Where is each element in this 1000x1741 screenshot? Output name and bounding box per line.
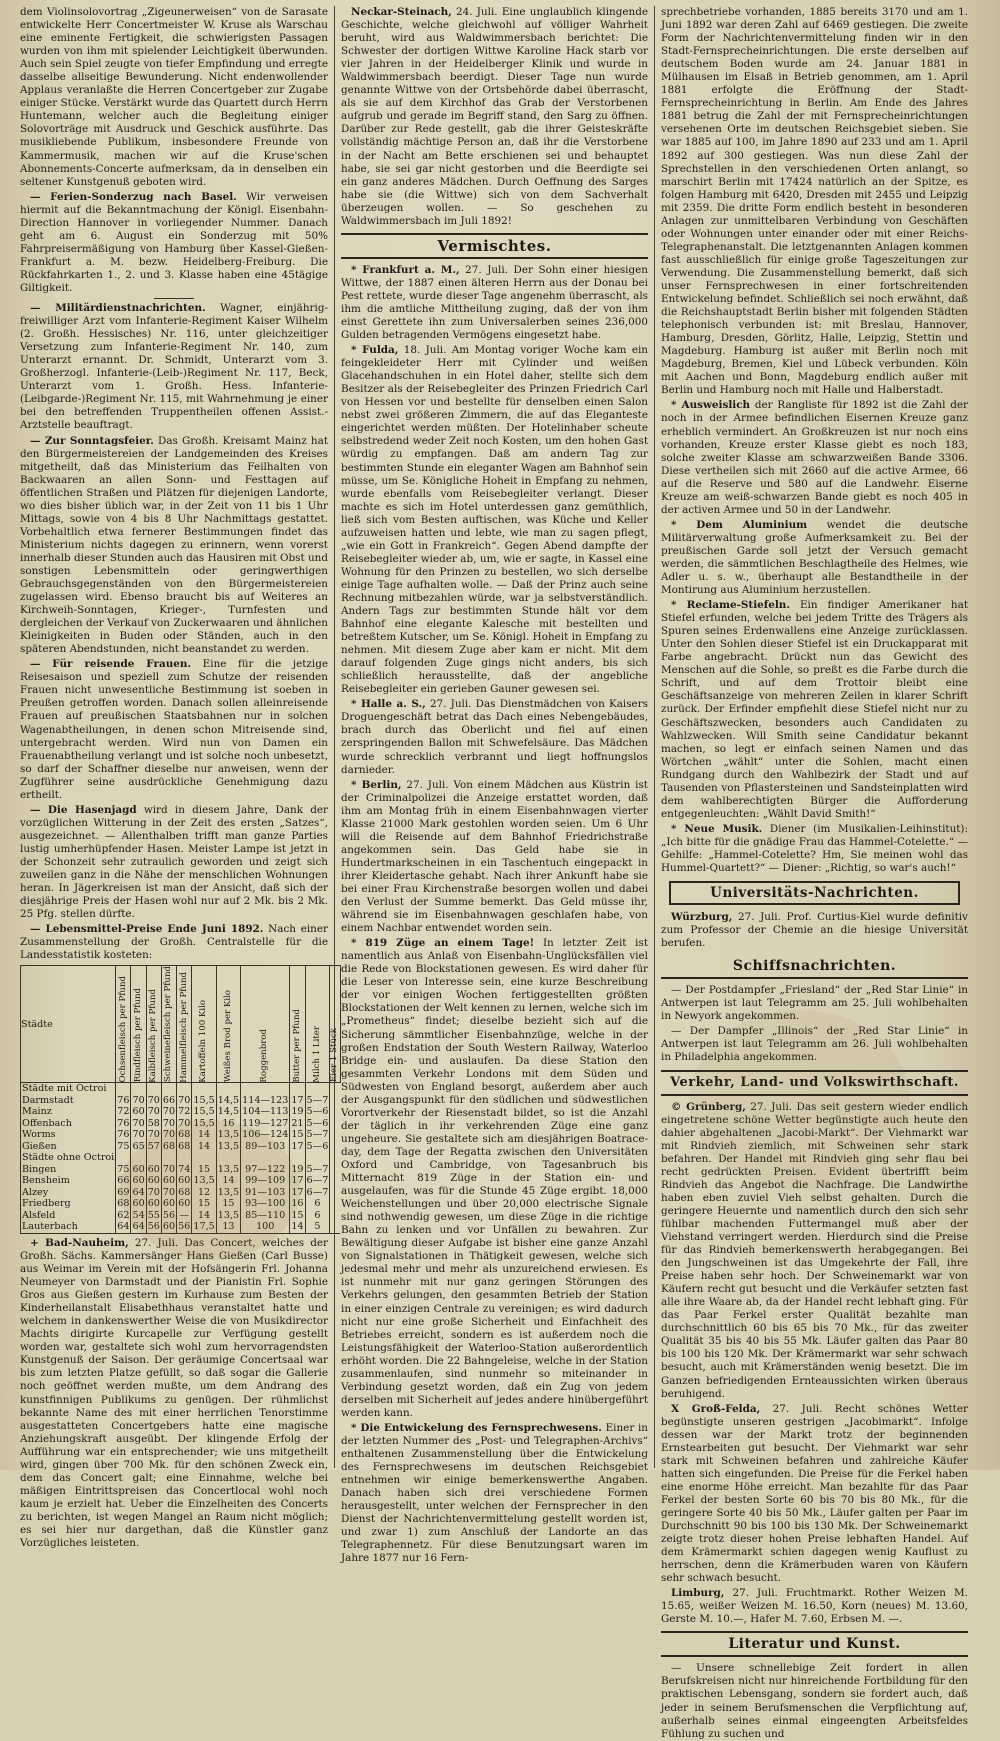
price-table-cell: 106—124 [242, 1129, 289, 1141]
price-table-cell: 72 [117, 1106, 130, 1118]
table-row [21, 1106, 341, 1118]
price-table-empty-cell [241, 1152, 290, 1164]
price-table-cell: 91—103 [241, 1187, 290, 1199]
price-table-empty-cell [161, 1152, 176, 1164]
table-row [21, 1210, 341, 1222]
price-table-cell: 14 [291, 1221, 304, 1233]
column-middle [334, 6, 654, 1565]
price-table-empty-cell [131, 1152, 146, 1164]
article-aluminium: * Dem Aluminium wendet die deutsche Militärverwaltung große Aufmerksamkeit zu. Bei der preußischen Garde soll jetzt der Versuch gemacht werden, die sämmtlichen Beschlagtheile des Helmes, wie Adler u. s. w., überhaupt alle Bestandtheile in der Montirung aus Aluminium herzustellen. [661, 518, 968, 597]
section-heading-verkehr: Verkehr, Land- und Volkswirthschaft. [661, 1070, 968, 1096]
price-table-cell: 89—103 [241, 1141, 290, 1153]
article-bad-nauheim: + Bad-Nauheim, 27. Juli. Das Concert, welches der Großh. Sächs. Kammersänger Hans Gießen (Carl Busse) aus Weimar im Verein mit der Hofsängerin Frl. Johanna Neumeyer von Darmstadt und der Pianistin Frl. Sophie Gros aus Gießen gestern im Kurhause zum Besten der Kinderheilanstalt Elisabethhaus veranstaltet hatte und welchem in dankenswerther Weise die von Musikdirector Machts dirigirte Kurcapelle zur Verfügung gestellt worden war, gestaltete sich wohl zum hervorragendsten Kunstgenuß der Saison. Der geräumige Concertsaal war bis zum letzten Platze gefüllt, so daß sogar die Gallerie noch geöffnet werden mußte, um dem Andrang des kunstfinnigen Publikums zu genügen. Der rühmlichst bekannte Name des mit einer herrlichen Tenorstimme ausgestatteten Concertgebers hatte eine magische Anziehungskraft ausgeübt. Der klingende Erfolg der Aufführung war ein entsprechender; wie uns mitgetheilt wird, gingen über 700 Mk. für den schönen Zweck ein, dem das Concert galt; eine Einnahme, welche bei mäßigen Eintrittspreisen das Concertlocal wohl noch kaum je erzielt hat. Ueber die Einzelheiten des Concerts zu berichten, ist wegen Mangel an Raum nicht möglich; es sei hier nur dargethan, daß die Künstler ganz Vorzügliches leisteten. [20, 1236, 328, 1550]
price-table-cell: 14,5 [217, 1106, 240, 1118]
price-table-cell: 5—7 [306, 1163, 329, 1175]
article-literatur: — Unsere schnellebige Zeit fordert in allen Berufskreisen nicht nur hinreichende Fortbildung für den praktischen Lebensgang, sondern sie fordert auch, daß jeder in seinem Berufsmenschen die Verpflichtung auf, außerhalb seines einmal eingeengten Arbeitsfeldes Fühlung zu suchen und [661, 1662, 968, 1740]
price-table-city: Bingen [21, 1164, 116, 1176]
article-eiserne-kreuze: * Ausweislich der Rangliste für 1892 ist die Zahl der noch in der Armee befindlichen Eisernen Kreuze ganz erheblich vermindert. An Großkreuzen ist nur noch eins vorhanden, Kreuze erster Klasse giebt es noch 183, solche zweiter Klasse am schwarzweißen Bande 3306. Diese vertheilen sich mit 2660 auf die active Armee, 66 auf die Reserve und 580 auf die Landwehr. Eiserne Kreuze am weiß-schwarzen Bande giebt es noch 405 in der activen Armee und 50 in der Landwehr. [661, 399, 968, 516]
price-table-cell: 100 [241, 1221, 290, 1233]
price-table-cell: 68 [178, 1186, 191, 1198]
table-row [21, 1164, 341, 1176]
price-table-cell: 21 [291, 1117, 304, 1129]
price-table-cell: 64 [132, 1186, 145, 1198]
price-table-cell: 14 [216, 1175, 240, 1187]
article-fulda: * Fulda, 18. Juli. Am Montag voriger Woche kam ein feingekleideter Herr mit Cylinder und weißen Glacehandschuhen in ein Hotel daher, stellte sich dem Besitzer als der Reisebegleiter des Prinzen Friedrich Carl von Hessen vor und bestellte für denselben einen Salon nebst zwei größeren Zimmern, die auf das Eleganteste eingerichtet werden müßten. Der Hotelinhaber scheute selbstredend weder Zeit noch Kosten, um den hohen Gast würdig zu empfangen. Daß am andern Tag zur bestimmten Stunde ein eleganter Wagen am Bahnhof sein müsse, um Se. Königliche Hoheit in Empfang zu nehmen, wurde ebenfalls vom Reisebegleiter verlangt. Dieser machte es sich im Hotel unterdessen ganz gemüthlich, ließ sich vom Besten auftischen, was Küche und Keller aufzuweisen hatten und lebte, wie man zu sagen pflegt, „wie ein Gott in Frankreich“. Gegen Abend dampfte der Reisebegleiter wieder ab, um, wie er sagte, in Kassel eine Wohnung für den Prinzen zu bestellen, wo sich derselbe einige Tage aufhalten wolle. — Daß der Prinz auch seine Rechnung mitbezahlen würde, war ja selbstverständlich. Andern Tags zur bestimmten Stunde hält vor dem Bahnhof eine elegante Kalesche mit bestellten und betreßtem Kutscher, um Se. Königl. Hoheit in Empfang zu nehmen. Mit diesem Zuge aber kam er nicht. Mit dem darauf folgenden Zuge gings nicht anders, bis sich schließlich herausstellte, daß der angebliche Reisebegleiter ein gerieben Gauner gewesen sei. [341, 344, 648, 696]
price-table-cell: 60 [178, 1175, 191, 1187]
article-gross-felda: X Groß-Felda, 27. Juli. Recht schönes Wetter begünstigte unseren gestrigen „Jacobimarkt“. Infolge dessen war der Markt trotz der beginnenden Ernstearbeiten gut besucht. Der Viehmarkt war sehr stark mit Schweinen befahren und zahlreiche Käufer hatten sich eingefunden. Die Preise für die Ferkel haben eine enorme Höhe erreicht. Man bezahlte für das Paar Ferkel der besten Sorte 60 bis 70 bis 80 Mk., für die geringere Sorte 40 bis 50 Mk., Läufer galten per Paar im Durchschnitt 90 bis 100 bis 130 Mk. Der Schweinemarkt zeigte trotz dieser hohen Preise lebhaften Handel. Auf dem Krämermarkt schien dagegen wenig Kauflust zu herrschen, denn die Krämerbuden waren von Käufern sehr schwach besucht. [661, 1402, 968, 1585]
price-table-cell: 15,5 [193, 1094, 215, 1106]
price-table-cell: 70 [147, 1186, 160, 1198]
price-table-cell: 75 [117, 1140, 130, 1152]
price-table-cell: 58 [147, 1117, 160, 1129]
price-table-cell: 6—7 [306, 1175, 329, 1187]
price-table-cell: 68 [178, 1129, 191, 1141]
price-table-cell: 74 [178, 1163, 191, 1175]
price-table-cell: 64 [132, 1221, 145, 1233]
price-table-header [161, 966, 176, 1083]
price-table-empty-cell [116, 1083, 131, 1095]
article-fernsprechwesen: * Die Entwickelung des Fernsprechwesens. Einer in der letzten Nummer des „Post- und Telegraphen-Archivs“ enthaltenen Zusammenstellung über die Entwickelung des Fernsprechwesens im deutschen Reichsgebiet entnehmen wir einige bemerkenswerthe Angaben. Danach haben sich drei verschiedene Formen herausgestellt, unter welchen der Fernsprecher in den Dienst der Nachrichtenvermittelung gestellt worden ist, und zwar 1) zum Anschluß der Landorte an das Telegraphennetz. Für diese Benutzungsart waren im Jahre 1877 nur 16 Fern- [341, 1421, 648, 1565]
price-table-header [192, 966, 216, 1083]
article-fernsprechwesen-continued: sprechbetriebe vorhanden, 1885 bereits 3170 und am 1. Juni 1892 war deren Zahl auf 6469 gestiegen. Die zweite Form der Nachrichtenvermittelung finden wir in den Stadt-Fernsprecheinrichtungen. Die erste derselben auf deutschem Boden wurde am 24. Januar 1881 in Mülhausen im Elsaß in Betrieb genommen, am 1. April 1881 erfolgte die Eröffnung der Stadt-Fernsprecheinrichtung in Berlin. Am Ende des Jahres 1881 betrug die Zahl der mit Fernsprecheinrichtungen versehenen Orte im deutschen Reichsgebiet sieben. Sie war 1885 auf 100, im Jahre 1890 auf 233 und am 1. April 1892 auf 300 gestiegen. Was nun diese Zahl der Sprechstellen in den verschiedenen Orten anlangt, so marschirt Berlin mit 17424 natürlich an der Spitze, es folgen Hamburg mit 6420, Dresden mit 2455 und Leipzig mit 2359. Die dritte Form endlich besteht in besonderen Anlagen zur unmittelbaren Verbindung von Geschäften oder Wohnungen unter einander oder mit einer Reichs-Telegraphenanstalt. Die letztgenannten Anlagen kommen fast ausschließlich für einige große Tageszeitungen zur Verwendung. Die Zusammenstellung bemerkt, daß sich unser Fernsprechwesen in einer fortschreitenden Entwickelung befindet. Schließlich sei noch erwähnt, daß die Reichshauptstadt Berlin bisher mit folgenden Städten telephonisch verbunden ist: mit Breslau, Hannover, Hamburg, Dresden, Görlitz, Halle, Leipzig, Stettin und Magdeburg. Hamburg ist außer mit Berlin noch mit Magdeburg, Bremen, Kiel und Lübeck verbunden. Köln mit Aachen und Bonn, Magdeburg endlich außer mit Berlin und Hamburg noch mit Halle und Halberstadt. [661, 6, 968, 397]
price-table-cell: 119—127 [242, 1117, 289, 1129]
price-table-header-label: Hammelfleisch per Pfund [178, 971, 189, 1083]
table-row [21, 1198, 341, 1210]
price-table-cell: 16 [216, 1118, 240, 1130]
price-table-cell: 14,5 [217, 1094, 240, 1106]
price-table-cell: 14 [192, 1141, 216, 1153]
price-table-cell: 13,5 [217, 1163, 240, 1175]
price-table-cell: 64 [117, 1221, 130, 1233]
price-table-cell: 14 [192, 1210, 216, 1222]
table-row [21, 1221, 341, 1233]
price-table-cell: 19 [291, 1106, 304, 1118]
article-lebensmittel-preise: — Lebensmittel-Preise Ende Juni 1892. Nach einer Zusammenstellung der Großh. Centralstelle für die Landesstatistik kosteten: [20, 923, 328, 962]
price-table-cell: 70 [178, 1117, 191, 1129]
price-table-empty-cell [216, 1083, 240, 1095]
article-militaerdienst: — Militärdienstnachrichten. Wagner, einjährig-freiwilliger Arzt vom Infanterie-Regiment Kaiser Wilhelm (2. Großh. Hessisches) Nr. 116, unter gleichzeitiger Versetzung zum Infanterie-Regiment Nr. 140, zum Unterarzt ernannt. Dr. Schmidt, Unterarzt vom 3. Großherzogl. Infanterie-(Leib-)Regiment Nr. 117, Beck, Unterarzt vom 1. Großh. Hess. Infanterie-(Leibgarde-)Regiment Nr. 115, mit Wahrnehmung je einer bei den betreffenden Truppentheilen offenen Assist.-Arztstelle beauftragt. [20, 302, 328, 432]
price-table-cell: 76 [117, 1117, 130, 1129]
price-table-cell: 72 [178, 1106, 191, 1118]
price-table-cell: 70 [132, 1129, 145, 1141]
article-gruenberg: © Grünberg, 27. Juli. Das seit gestern wieder endlich eingetretene schöne Wetter begünstigte auch heute den dahier abgehaltenen „Jacobi-Markt“. Der Viehmarkt war mit Rindvieh ziemlich, mit Schweinen sehr stark befahren. Der Handel mit Rindvieh ging sehr flau bei recht gedrückten Preisen. Evident übertrifft beim Rindvieh das Angebot die Nachfrage. Die Landwirthe haben eben zuviel Vieh selbst gehalten. Durch die geringere Heuernte und namentlich durch den sich sehr fühlbar machenden Futtermangel muß aber der Viehstand verringert werden. Hierdurch sind die Preise für das Rindvieh bemerkenswerth herabgegangen. Bei den Jungschweinen ist das Umgekehrte der Fall, ihre Preise haben sehr hoch. Der Schweinemarkt war von Käufern recht gut besucht und die Verkäufer setzten fast alle ihre Waare ab, da der Handel recht lebhaft ging. Für das Paar Ferkel erster Qualität bezahlte man durchschnittlich 60 bis 65 bis 70 Mk., für das zweiter Qualität 35 bis 40 bis 55 Mk. Läufer galten das Paar 80 bis 100 bis 120 Mk. Der Krämermarkt war sehr schwach besucht, auch mit Krämerständen wenig besetzt. Die im Ganzen befriedigenden Ernteaussichten wirken überaus beruhigend. [661, 1100, 969, 1400]
price-table-cell: 5—6 [306, 1140, 329, 1152]
price-table-cell: 60 [178, 1198, 191, 1210]
price-table-empty-cell [116, 1152, 131, 1164]
price-table-cell: 70 [147, 1094, 160, 1106]
price-table-header-label: Milch 1 Liter [311, 1025, 322, 1083]
price-table-cell: 76 [117, 1094, 130, 1106]
price-table-cell: 14 [192, 1129, 216, 1141]
price-table-empty-cell [305, 1083, 330, 1095]
price-table-cell: 70 [147, 1106, 160, 1118]
price-table-cell: 70 [147, 1129, 160, 1141]
price-table-cell: 70 [162, 1117, 176, 1129]
section-heading-universitaet: Universitäts-Nachrichten. [669, 881, 960, 905]
price-table-city: Alsfeld [21, 1210, 116, 1222]
price-table-cell: 56 [147, 1221, 160, 1233]
price-table-cell: 15 [291, 1209, 304, 1221]
price-table-cell: 5—6 [306, 1117, 329, 1129]
price-table-empty-cell [161, 1083, 176, 1095]
concert-review-continued: dem Violinsolovortrag „Zigeunerweisen“ von de Sarasate entwickelte Herr Concertmeister W. Kruse als Warschau eine eminente Fertigkeit, die schwierigsten Passagen wurden von ihm mit spielender Leichtigkeit überwunden. Auch sein Spiel zeugte von tiefer Empfindung und erregte dasselbe allseitige Bewunderung. Nicht endenwollender Applaus veranlaßte die Herren Concertgeber zur Zugabe einiger Stücke. Verstärkt wurde das Quartett durch Herrn Huntemann, welcher auch die Begleitung einiger Solovorträge mit Ausdruck und Geschick ausführte. Das musikliebende Publikum, insbesondere Freunde von Kammermusik, machen wir auf die Kruse'schen Abonnements-Concerte aufmerksam, da in denselben ein seltener Kunstgenuß geboten wird. [20, 6, 328, 188]
price-table-cell: 15 [192, 1164, 216, 1176]
price-table-cell: 70 [132, 1117, 145, 1129]
price-table-cell: 17 [291, 1186, 304, 1198]
price-table-city: Offenbach [21, 1118, 116, 1130]
table-row [21, 1095, 341, 1107]
price-table-cell: 70 [178, 1094, 191, 1106]
price-table-cell: 56 [162, 1209, 176, 1221]
article-berlin: * Berlin, 27. Juli. Von einem Mädchen aus Küstrin ist der Criminalpolizei die Anzeige erstattet worden, daß ihm am Montag früh in einem Eisenbahnwagen vierter Klasse 21000 Mark gestohlen worden seien. Um 6 Uhr will die Reisende auf dem Bahnhof Friedrichstraße angekommen sein. Das Geld habe sie in Hundertmarkscheinen in ein Taschentuch eingepackt in ihrer Kleidertasche gehabt. Nach ihrer Ankunft habe sie bei einer Frau Kirchenstraße besorgen wollen und dabei den Verlust der Summe bemerkt. Das Geld müsse ihr, während sie im Eisenbahnwagen geschlafen habe, von einem Nachbar entwendet worden sein. [341, 778, 648, 935]
price-table-header [305, 966, 330, 1083]
price-table-cell: 17 [291, 1140, 304, 1152]
price-table-header [146, 966, 161, 1083]
table-row [21, 1118, 341, 1130]
article-reclame-stiefeln: * Reclame-Stiefeln. Ein findiger Amerikaner hat Stiefel erfunden, welche bei jedem Tritte des Trägers als Spuren seines Erdenwallens eine Anzeige zurücklassen. Unter den Sohlen dieser Stiefel ist ein Druckapparat mit Farbe angebracht. Drückt nun das Gewicht des Menschen auf die Sohle, so preßt es die Farbe durch die Schrift, und auf dem Trottoir bleibt eine Geschäftsanzeige von mehreren Zeilen in klarer Schrift zurück. Der Erfinder empfiehlt diese Stiefel nicht nur zu Geschäftszwecken, besonders auch Candidaten zu Wahlzwecken. Will Smith seine Candidatur bekannt machen, so legt er einfach seinen Namen und das Wörtchen „wählt“ unter die Sohlen, macht einen Rundgang durch den Wahlbezirk der Stadt und auf Tausenden von Pflastersteinen und Sandsteinplatten wird dem wahlberechtigten Bürger die Aufforderung entgegenleuchten: „Wählt David Smith!“ [661, 599, 968, 820]
price-table-header [216, 966, 240, 1083]
price-table-cell: 54 [132, 1209, 145, 1221]
article-hasenjagd: — Die Hasenjagd wird in diesem Jahre, Dank der vorzüglichen Witterung in der Zeit des ersten „Satzes“, ausgezeichnet. — Allenthalben trifft man ganze Parties lustig umherhüpfender Hasen. Meister Lampe ist jetzt in der Schonzeit sehr zutraulich geworden und zeigt sich zuweilen ganz in die Nähe der menschlichen Wohnungen heran. In Jägerkreisen ist man der Ansicht, daß sich der diesjährige Preis der Hasen wohl nur auf 2 Mk. bis 2 Mk. 25 Pfg. stellen dürfte. [20, 803, 328, 921]
price-table-cell: 68 [117, 1198, 130, 1210]
price-table-cell: 13,5 [193, 1175, 215, 1187]
price-table-cell: — [177, 1210, 192, 1222]
price-table-cell: 60 [147, 1198, 160, 1210]
price-table-header-label: Eier 1 Stück [329, 1028, 340, 1083]
price-table-cell: 65 [132, 1140, 145, 1152]
price-table-cell: 68 [178, 1140, 191, 1152]
price-table-empty-cell [146, 1152, 161, 1164]
price-table-city: Darmstadt [21, 1095, 116, 1107]
price-table-cell: 17,5 [193, 1221, 215, 1233]
price-table-empty-cell [192, 1083, 216, 1095]
price-table-cell: 60 [162, 1221, 176, 1233]
price-table-cell: 70 [162, 1186, 176, 1198]
price-table-empty-cell [131, 1083, 146, 1095]
price-table-cell: 57 [147, 1140, 160, 1152]
price-table-city: Alzey [21, 1187, 116, 1199]
price-table-cell: 13,5 [217, 1140, 240, 1152]
section-heading-vermischtes: Vermischtes. [341, 233, 648, 259]
article-wuerzburg: Würzburg, 27. Juli. Prof. Curtius-Kiel wurde definitiv zum Professor der Chemie an die hiesige Universität berufen. [661, 911, 968, 950]
price-table-header-label: Rindfleisch per Pfund [132, 988, 143, 1083]
price-table-cell: 60 [162, 1175, 176, 1187]
price-table-cell: 19 [291, 1163, 304, 1175]
price-table-empty-cell [290, 1152, 305, 1164]
section-heading-literatur: Literatur und Kunst. [661, 1631, 968, 1657]
price-table-empty-cell [192, 1152, 216, 1164]
price-table-cell: 60 [147, 1163, 160, 1175]
price-table-cell: 60 [132, 1106, 145, 1118]
price-table-empty-cell [216, 1152, 240, 1164]
price-table-cell: 5 [305, 1221, 330, 1233]
price-table-city: Lauterbach [21, 1221, 116, 1233]
price-table-cell: 15 [216, 1198, 240, 1210]
price-table-cell: 6 [305, 1210, 330, 1222]
price-table-cell: 15 [291, 1129, 304, 1141]
price-table-header [177, 966, 192, 1083]
price-table-cell: 15,5 [193, 1106, 215, 1118]
price-table-cell: 13 [216, 1221, 240, 1233]
price-table-cell: 85—110 [241, 1210, 290, 1222]
price-table-header-label: Schweinefleisch per Pfund [163, 966, 174, 1083]
article-illinois: — Der Dampfer „Illinois“ der „Red Star Linie“ in Antwerpen ist laut Telegramm am 26. Juli wohlbehalten in Philadelphia angekommen. [661, 1025, 968, 1064]
price-table-cell: 12 [192, 1187, 216, 1199]
price-table-city: Worms [21, 1129, 116, 1141]
price-table [20, 965, 341, 1234]
price-table-header [116, 966, 131, 1083]
price-table-cell: 5—7 [306, 1094, 329, 1106]
price-table-city: Bensheim [21, 1175, 116, 1187]
table-row [21, 1175, 341, 1187]
table-row [21, 1141, 341, 1153]
price-table-cell: 15 [192, 1198, 216, 1210]
price-table-cell: 13,5 [217, 1186, 240, 1198]
article-819-zuege: * 819 Züge an einem Tage! In letzter Zeit ist namentlich aus Anlaß von Eisenbahn-Unglücksfällen viel die Rede von Blockstationen gewesen. Es wird daher für die Leser von Interesse sein, eine kurze Beschreibung der vor einigen Wochen fertiggestellten größten Blockstationen der Welt kennen zu lernen, welche sich im „Prometheus“ findet; dieselbe bezieht sich auf die Sicherung sämmtlicher Eisenbahnzüge, welche in der großen Endstation der South Western Railway, Waterloo Bridge ein- und auslaufen. Da diese Station den gesammten Verkehr Londons mit dem Süden und Südwesten von England besorgt, außerdem aber auch der Ausgangspunkt für den südlichen und südwestlichen Vorortverkehr der Riesenstadt bildet, so ist die Anzahl der täglich in ihr verkehrenden Züge eine ganz ungeheure. Sie gestaltete sich am diesjährigen Boatrace-day, dem Tage der Regatta zwischen den Universitäten Oxford und Cambridge, von Tagesanbruch bis Mitternacht 819 Züge in der Station ein- und ausgelaufen, was für die Stunde 45 Züge ergibt. 18,000 Weichenstellungen und über 20,000 electrische Signale sind nothwendig gewesen, um diese Züge in die richtige Bahn zu lenken und vor Unfällen zu bewahren. Zur Bewältigung dieser Aufgabe ist bisher eine ganze Anzahl von Signalstationen in Thätigkeit gewesen, welche sich jedesmal mehr und mehr als unzureichend erwiesen. Es ist nunmehr mit nur ganz geringen Störungen des Verkehrs gelungen, den gesammten Betrieb der Station in einer einzigen Centrale zu vereinigen; es wird dadurch nicht nur eine große Sicherheit und Einfachheit des Betriebes erreicht, sondern es ist außerdem noch die Leistungsfähigkeit der Waterloo-Station außerordentlich erhöht worden. Die 22 Bahngeleise, welche in der Station zusammenlaufen, sind nunmehr so miteinander in Verbindung gesetzt worden, daß ein Zug von jedem derselben mit Sicherheit auf jedes andere hinübergeführt werden kann. [341, 937, 648, 1419]
price-table-group-label: Städte mit Octroi [21, 1083, 116, 1095]
price-table-cell: 70 [162, 1106, 176, 1118]
article-frankfurt: * Frankfurt a. M., 27. Juli. Der Sohn einer hiesigen Wittwe, der 1887 einen älteren Herrn aus der Donau bei Pest rettete, wurde dieser Tage angenehm überrascht, als ihm die amtliche Mittheilung zuging, daß der von ihm einst Gerettete ihn zum Universalerben seines 236,000 Gulden betragenden Vermögens eingesetzt habe. [341, 263, 648, 342]
price-table-cell: 104—113 [242, 1106, 289, 1118]
price-table-empty-cell [290, 1083, 305, 1095]
price-table-header-label: Weißes Brod per Kilo [222, 990, 233, 1083]
price-table-cell: 93—100 [241, 1198, 290, 1210]
price-table-cell: 6—7 [306, 1186, 329, 1198]
price-table-cell: 66 [117, 1175, 130, 1187]
table-row [21, 1129, 341, 1141]
price-table-cell: 13,5 [217, 1129, 240, 1141]
article-ferien-sonderzug: — Ferien-Sonderzug nach Basel. Wir verweisen hiermit auf die Bekanntmachung der Königl. Eisenbahn-Direction Hannover in vorliegender Nummer. Danach geht am 6. August ein Sonderzug mit 50% Fahrpreisermäßigung von Hamburg über Kassel-Gießen-Frankfurt a. M. bezw. Heidelberg-Freiburg. Die Rückfahrkarten 1., 2. und 3. Klasse haben eine 45tägige Giltigkeit. [20, 190, 328, 294]
price-table-city: Mainz [21, 1106, 116, 1118]
article-halle: * Halle a. S., 27. Juli. Das Dienstmädchen von Kaisers Droguengeschäft betrat das Dach eines Nebengebäudes, brach durch das Oberlicht und fiel auf einen zerspringenden Ballon mit Schwefelsäure. Das Mädchen wurde schrecklich verbrannt und liegt hoffnungslos darnieder. [341, 698, 649, 776]
price-table-empty-cell [146, 1083, 161, 1095]
price-table-cell: 15,5 [193, 1117, 215, 1129]
column-right [654, 6, 974, 1740]
price-table-empty-cell [305, 1152, 330, 1164]
price-table-cell: 13,5 [217, 1209, 240, 1221]
price-table-header: Städte [21, 966, 116, 1083]
price-table-cell: 60 [132, 1163, 145, 1175]
price-table-cell: 62 [117, 1209, 130, 1221]
price-table-header-label: Butter per Pfund [291, 1008, 302, 1083]
price-table-cell: 56 [178, 1221, 191, 1233]
price-table-header-label: Roggenbrod [259, 1028, 270, 1083]
price-table-cell: 60 [147, 1175, 160, 1187]
section-heading-schiffsnachrichten: Schiffsnachrichten. [661, 955, 968, 979]
price-table-cell: 69 [117, 1186, 130, 1198]
price-table-cell: 75 [117, 1163, 130, 1175]
price-table-cell: 5—6 [306, 1106, 329, 1118]
price-table-group-row [21, 1152, 341, 1164]
price-table-city: Friedberg [21, 1198, 116, 1210]
price-table-cell: 16 [291, 1198, 304, 1210]
price-table-empty-cell [241, 1083, 290, 1095]
price-table-cell: 5—7 [306, 1129, 329, 1141]
price-table-cell: 68 [162, 1140, 176, 1152]
price-table-cell: 99—109 [241, 1175, 290, 1187]
price-table-cell: 17 [291, 1094, 304, 1106]
price-table-city: Gießen [21, 1141, 116, 1153]
price-table-header-label: Ochsenfleisch per Pfund [117, 975, 128, 1083]
price-table-cell: 76 [117, 1129, 130, 1141]
price-table-cell: 114—123 [242, 1094, 289, 1106]
price-table-empty-cell [177, 1152, 192, 1164]
article-limburg: Limburg, 27. Juli. Fruchtmarkt. Rother Weizen M. 15.65, weißer Weizen M. 16.50, Korn (neues) M. 13.60, Gerste M. 10.—, Hafer M. 7.60, Erbsen M. —. [661, 1587, 968, 1626]
price-table-cell: 70 [162, 1163, 176, 1175]
price-table-cell: 17 [291, 1175, 304, 1187]
price-table-cell: 55 [147, 1209, 160, 1221]
article-sonntagsfeier: — Zur Sonntagsfeier. Das Großh. Kreisamt Mainz hat den Bürgermeistereien der Landgemeinden des Kreises mitgetheilt, daß das Ministerium das Feilhalten von Backwaaren an allen Sonn- und Festtagen auf öffentlichen Straßen und Plätzen für diejenigen Landorte, wo dies bisher üblich war, in der Zeit von 11 bis 1 Uhr Mittags, sowie von 4 bis 8 Uhr Nachmittags gestattet. Vorbehaltlich etwa fernerer Bestimmungen findet das Ministerium nichts dagegen zu erinnern, wenn vorerst innerhalb dieser Stunden auch das Hausiren mit Obst und sonstigen Lebensmitteln oder geringwerthigen Gebrauchsgegenständen von den Bürgermeistereien zugelassen wird. Ebenso braucht bis auf Weiteres an Kirchweih-Sonntagen, Krieger-, Turnfesten und dergleichen der Verkauf von Zuckerwaaren und ähnlichen Kleinigkeiten in Buden oder Ständen, auch in den späteren Abendstunden, nicht beanstandet zu werden. [20, 434, 328, 656]
price-table-cell: 70 [162, 1129, 176, 1141]
column-left [14, 6, 340, 1550]
price-table-header [131, 966, 146, 1083]
price-table-cell: 60 [162, 1198, 176, 1210]
article-friesland: — Der Postdampfer „Friesland“ der „Red Star Linie“ in Antwerpen ist laut Telegramm am 25. Juli wohlbehalten in Newyork angekommen. [661, 984, 968, 1023]
table-row [21, 1187, 341, 1199]
price-table-header [290, 966, 305, 1083]
price-table-cell: 60 [132, 1198, 145, 1210]
article-neue-musik: * Neue Musik. Diener (im Musikalien-Leihinstitut): „Ich bitte für die gnädige Frau das Hammel-Cotelette.“ — Gehilfe: „Hammel-Cotelette? Hm, Sie meinen wohl das Hummel-Quartett?“ — Diener: „Richtig, so war's auch!“ [661, 822, 968, 875]
price-table-header-label: Kartoffeln 100 Kilo [198, 999, 209, 1083]
price-table-cell: 60 [132, 1175, 145, 1187]
price-table-empty-cell [177, 1083, 192, 1095]
price-table-cell: 97—122 [241, 1164, 290, 1176]
price-table-group-label: Städte ohne Octroi [22, 1152, 115, 1164]
price-table-header-label: Kalbfleisch per Pfund [148, 988, 159, 1083]
price-table-cell: 66 [162, 1094, 176, 1106]
price-table-cell: 70 [132, 1094, 145, 1106]
article-reisende-frauen: — Für reisende Frauen. Eine für die jetzige Reisesaison und speziell zum Schutze der reisenden Frauen nicht unwesentliche Bestimmung ist soeben in Preußen getroffen worden. Danach sollen alleinreisende Frauen auf preußischen Staatsbahnen nur in solchen Wagenabtheilungen, in denen schon Mitreisende sind, untergebracht werden. Wird nun von Damen ein Frauenabtheilung verlangt und ist solche noch unbesetzt, so darf der Schaffner dieselbe nur anweisen, wenn der Zugführer seine ausdrückliche Genehmigung dazu ertheilt. [20, 658, 328, 801]
divider [154, 298, 194, 299]
price-table-header [241, 966, 290, 1083]
article-neckar-steinach: Neckar-Steinach, 24. Juli. Eine unglaublich klingende Geschichte, welche gleichwohl auf völliger Wahrheit beruht, wird aus Waldwimmersbach berichtet: Die Schwester der dortigen Wittwe Karoline Hack starb vor vier Jahren in der Heidelberger Klinik und wurde in Waldwimmersbach beerdigt. Dieser Tage nun wurde genannte Wittwe von der Ortsbehörde dabei überrascht, als sie auf dem Kirchhof das Grab der Verstorbenen aufgrub und gerade im Begriff stand, den Sarg zu öffnen. Darüber zur Rede gestellt, gab die ihrer Geisteskräfte vollständig mächtige Person an, daß ihr die Verstorbene in der Nacht am Bette erschienen sei und behauptet habe, sie sei gar nicht gestorben und die Beerdigte sei ein ganz anderes Mädchen. Durch Oeffnung des Sarges habe sie (die Wittwe) sich von dem Sachverhalt überzeugen wollen. — So geschehen zu Waldwimmersbach im Juli 1892! [341, 6, 648, 227]
price-table-group-row [21, 1083, 341, 1095]
price-table-cell: 6 [305, 1198, 330, 1210]
